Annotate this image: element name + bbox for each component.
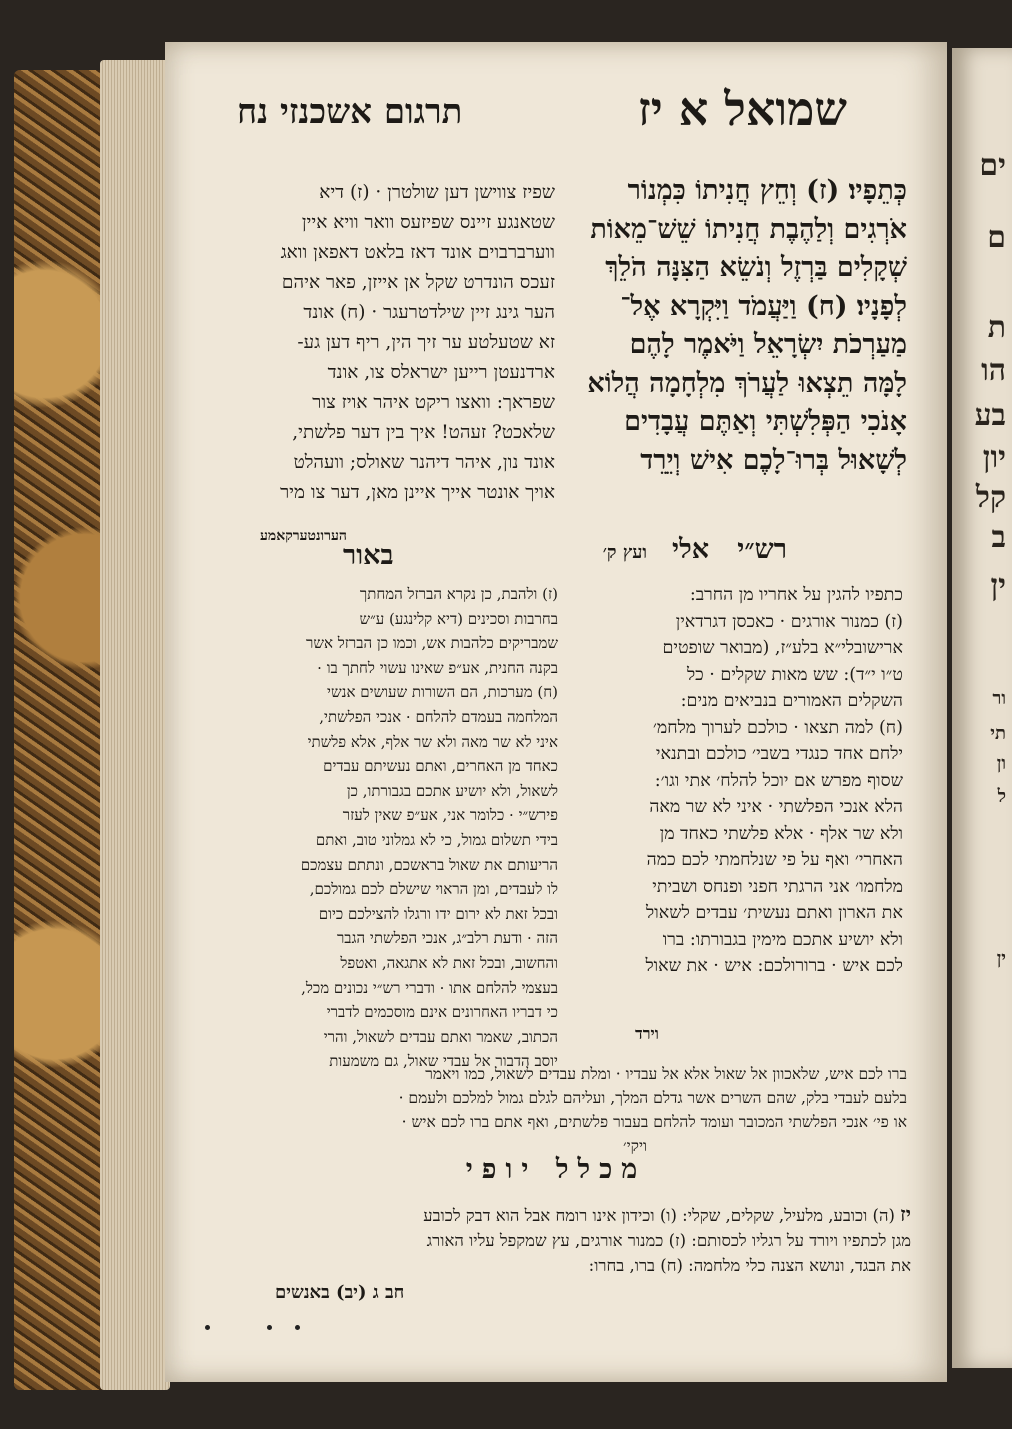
chapter-marker: יז: [900, 1202, 911, 1226]
biur-line: שמבריקים כלהבות אש, וכמו כן הברזל אשר: [305, 634, 558, 653]
biur-line: כי דבריו האחרונים אינם מוסכמים לדברי: [326, 1003, 558, 1022]
continuation-line: בלעם לעבדי בלק, שהם השרים אשר גדלם המלך, ועליהם לגלם גמול למלכם ולעמם ·: [398, 1089, 907, 1107]
biur-line: כאחד מן האחרים, ואתם נעשיתם עבדים: [323, 757, 558, 776]
next-page-fragment: ם: [987, 220, 1006, 255]
continuation-line: ויקי׳: [623, 1137, 647, 1155]
targum-line: ארדנעטן רייען ישראלס צו, אונד: [327, 362, 555, 383]
biur-line: (ח) מערכות, הם השורות שעושים אנשי: [327, 683, 558, 702]
next-page-fragment: הו: [981, 353, 1006, 388]
bible-line: אֹרְגִים וְלַהֶבֶת חֲנִיתוֹ שֵׁשׁ־מֵאוֹת: [590, 213, 907, 245]
biur-line: בחרבות וסכינים (דיא קלינגע) ע״ש: [359, 609, 558, 628]
continuation-line: ברו לכם איש, שלאכוון אל שאול אלא אל עבדיו · ומלת עבדים לשאול, כמו ויאמר: [425, 1065, 907, 1083]
bible-line: כְּתֵפָיו׃ (ז) וְחֵץ חֲנִיתוֹ כִּמְנוֹר: [627, 175, 907, 206]
mikhlal-yofi-heading: מכלל יופי: [465, 1154, 647, 1185]
next-page-fragment: ין: [990, 568, 1006, 603]
biur-line: יוסב הדבור אל עבדי שאול, גם משמעות: [329, 1052, 558, 1071]
rashi-line: לכם איש · ברורולכם: איש · את שאול: [645, 956, 903, 976]
biur-line: בקנה החנית, אע״פ שאינו עשוי לחתך בו ·: [317, 658, 558, 677]
bible-line: מַעַרְכֹת יִשְׂרָאֵל וַיֹּאמֶר לָהֶם: [629, 329, 907, 360]
next-page-fragment: ים: [979, 148, 1006, 183]
bible-line: לְשָׁאוּל בְּרוּ־לָכֶם אִישׁ וְיֵרֵד: [640, 444, 907, 476]
next-page-fragment: ין: [996, 948, 1006, 969]
rashi-line: את הארון ואתם נעשית׳ עבדים לשאול: [646, 903, 903, 923]
targum-line: שטאנגע זיינס שפיזעס וואר וויא איין: [301, 212, 555, 233]
targum-line: הער גינג זיין שילדטרעגר · (ח) אונד: [303, 302, 555, 323]
bible-text: [572, 172, 907, 480]
rashi-line: שסוף מפרש אם יוכל להלח׳ אתי וגו׳:: [654, 770, 903, 791]
targum-line: זעכס הונדרט שקל אן אייזן, פאר איהם: [281, 272, 555, 293]
mikhlal-line: את הבגד, ונושא הצנה כלי מלחמה: (ח) ברו, בחרו:: [588, 1256, 911, 1275]
biur-line: בידי תשלום גמול, כי לא גמלוני טוב, ואתם: [315, 830, 558, 849]
targum-catch-word: הערונטערקאמע: [260, 528, 347, 544]
biur-line: לו לעבדים, ומן הראוי שישלם לכם גמולכם,: [309, 880, 558, 899]
rashi-line: השקלים האמורים בנביאים מנים:: [680, 691, 903, 711]
rashi-line: כתפיו להגין על אחריו מן החרב:: [689, 585, 903, 605]
targum-line: ווערברבוים אונד דאז בלאט דאפאן וואג: [280, 242, 555, 263]
biur-line: והחשוב, ובכל זאת לא אתגאה, ואטפל: [340, 953, 558, 972]
next-page-fragment: קל: [975, 480, 1006, 515]
biur-line: המלחמה בעמדם להלחם · אנכי הפלשתי,: [319, 707, 558, 726]
biur-line: הכתוב, שאמר ואתם עבדים לשאול, והרי: [323, 1027, 558, 1046]
rashi-line: מלחמו׳ אני הרגתי חפני ופנחס ושביתי: [652, 876, 903, 897]
biur-line: הריעותם את שאול בראשכם, ונתתם עצמכם: [300, 855, 558, 874]
next-page-fragment: ב: [991, 520, 1006, 555]
rashi-line: ארישובלי״א בלע״ז, (מבואר שופטים: [662, 638, 903, 658]
biur-line: פירש״י · כלומר אני, אע״פ שאין לעזר: [342, 806, 558, 825]
next-page-fragment: תי: [990, 723, 1006, 744]
mikhlal-yofi-text: [213, 1202, 911, 1278]
ink-specks: [205, 1325, 295, 1335]
next-page-fragment: ל: [997, 786, 1006, 807]
rashi-heading-label: רש״י: [737, 534, 787, 565]
targum-line: שפיז צווישן דען שולטרן · (ז) דיא: [319, 182, 555, 203]
rashi-heading: [672, 534, 787, 565]
next-page-edge: [952, 48, 1012, 1368]
next-page-fragment: ת: [987, 310, 1006, 345]
running-head-targum: תרגום אשכנזי נח: [237, 92, 463, 132]
rashi-line: ט״ו י״ד): שש מאות שקלים · כל: [686, 664, 903, 685]
mikhlal-line: מגן לכתפיו ויורד על רגליו לכסותם: (ז) כמנור אורגים, עץ שמקפל עליו האורג: [426, 1231, 911, 1250]
bible-line: אָנֹכִי הַפְּלִשְׁתִּי וְאַתֶּם עֲבָדִים: [624, 406, 907, 437]
mikhlal-line-text: (ה) וכובע, מלעיל, שקלים, שקלי: (ו) וכידון אינו רומח אבל הוא דבק לכובע: [423, 1206, 895, 1225]
running-head-book: שמואל א יז: [637, 82, 847, 136]
rashi-line: ילחם אחד כנגדי בשבי׳ כולכם ובתנאי: [655, 744, 903, 764]
targum-text: [215, 178, 555, 508]
mikhlal-line: [213, 1202, 911, 1228]
rashi-line: ולא שר אלף · אלא פלשתי כאחד מן: [659, 823, 903, 844]
rashi-catch-word: וירד: [635, 1024, 659, 1043]
rashi-line: ולא יושיע אתכם מימין בגבורתו: ברו: [662, 929, 903, 950]
rashi-header-word: אלי: [672, 534, 710, 565]
next-page-fragment: ון: [996, 753, 1006, 774]
bible-line: שְׁקָלִים בַּרְזֶל וְנֹשֵׂא הַצִּנָּה הֹלֵךְ: [605, 252, 907, 283]
targum-line: אונד נון, איהר דיהנר שאולס; וועהלט: [293, 452, 555, 473]
biur-continuation: [213, 1062, 907, 1158]
rashi-line: האחרי׳ ואף על פי שנלחמתי לכם כמה: [646, 850, 903, 870]
next-page-fragment: בע: [974, 398, 1006, 433]
targum-line: שפראך: וואצו ריקט איהר אויז צור: [312, 392, 555, 413]
biur-heading: באור: [343, 540, 394, 571]
bible-line: לְפָנָיו׃ (ח) וַיַּעֲמֹד וַיִּקְרָא אֶל־: [620, 290, 907, 322]
page-edges: [100, 60, 170, 1390]
next-page-fragment: ור: [992, 688, 1006, 709]
bible-line: לָמָּה תֵצְאוּ לַעֲרֹךְ מִלְחָמָה הֲלוֹא: [587, 367, 907, 399]
targum-line: שלאכט? זעהט! איך בין דער פלשתי,: [292, 422, 555, 443]
rashi-commentary: [565, 582, 903, 980]
targum-line: זא שטעלטע ער זיך הין, ריף דען גע-: [297, 332, 555, 353]
rashi-reference: ועץ ק׳: [602, 542, 647, 563]
continuation-line: או פי׳ אנכי הפלשתי המכובר ועומד להלחם בעבור פלשתים, ואף אתם ברו לכם איש ·: [401, 1113, 907, 1131]
targum-line: אויך אונטר אייך איינן מאן, דער צו מיר: [280, 482, 555, 503]
biur-commentary: [213, 582, 558, 1074]
next-page-fragment: יון: [982, 440, 1006, 475]
rashi-line: הלא אנכי הפלשתי · איני לא שר מאה: [649, 797, 903, 817]
signature-line: חב ג (יב) באנשים: [275, 1282, 405, 1303]
biur-line: הזה · ודעת רלב״ג, אנכי הפלשתי הגבר: [336, 929, 558, 948]
biur-line: ובכל זאת לא ירום ידו ורגלו להצילכם כיום: [318, 904, 558, 923]
rashi-line: (ז) כמנור אורגים · כאכסן דגרדאין: [675, 611, 903, 632]
biur-line: איני לא שר מאה ולא שר אלף, אלא פלשתי: [307, 732, 558, 751]
biur-line: לשאול, ולא יושיע אתכם בגבורתו, כן: [346, 781, 558, 800]
biur-line: בעצמי להלחם אתו · ודברי רש״י נכונים מכל,: [301, 978, 558, 997]
book-page: [165, 42, 947, 1382]
biur-line: (ז) ולהבת, כן נקרא הברזל המחתך: [359, 585, 558, 603]
rashi-line: (ח) למה תצאו · כולכם לערוך מלחמ׳: [652, 717, 903, 738]
